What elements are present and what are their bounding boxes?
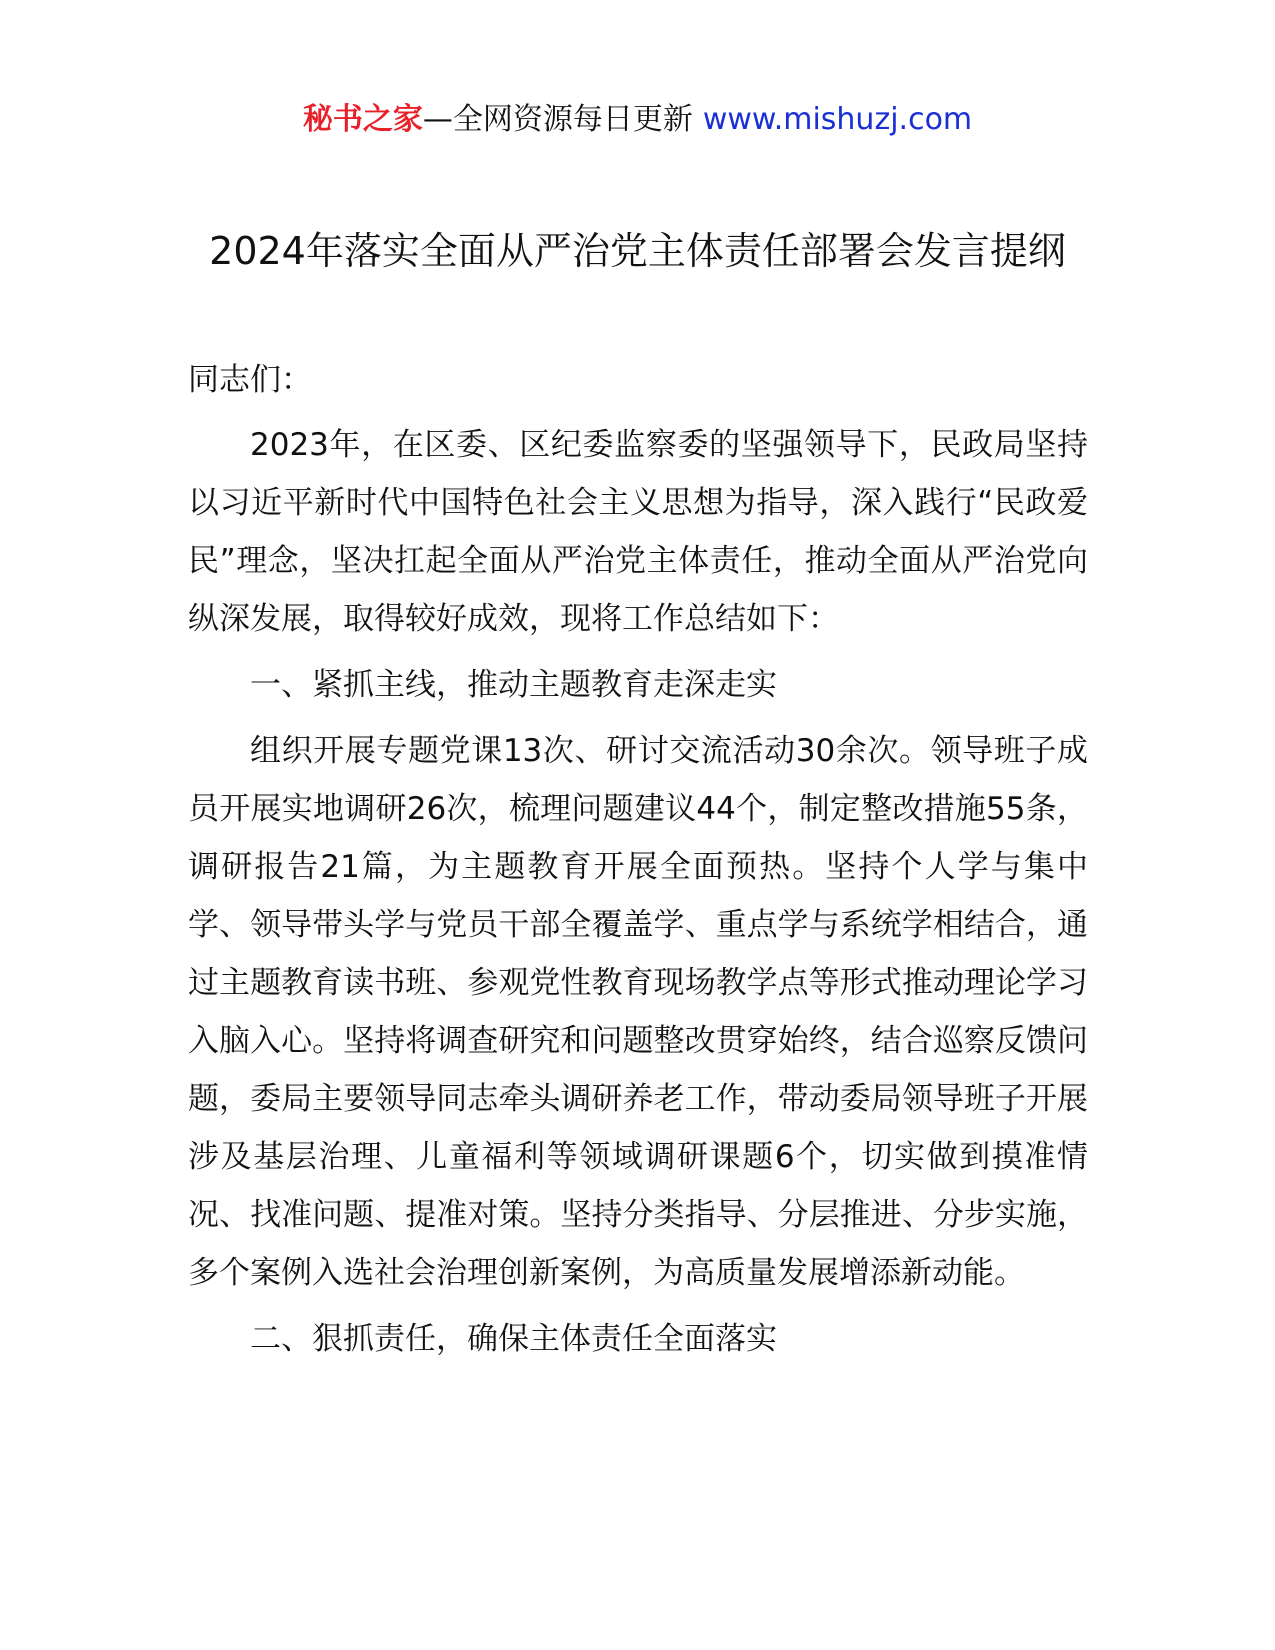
intro-paragraph: 2023年，在区委、区纪委监察委的坚强领导下，民政局坚持以习近平新时代中国特色社会主义思想为指导，深入践行“民政爱民”理念，坚决扛起全面从严治党主体责任，推动全面从严治党向纵深发展，取得较好成效，现将工作总结如下： [188, 427, 1088, 637]
site-url-link[interactable]: www.mishuzj.com [702, 102, 973, 137]
salutation: 同志们： [188, 362, 312, 398]
document-body [188, 358, 1088, 1376]
page-header [0, 100, 1275, 140]
section-1-heading: 一、紧抓主线，推动主题教育走深走实 [250, 667, 777, 703]
section-2-heading: 二、狠抓责任，确保主体责任全面落实 [250, 1321, 777, 1357]
section-1-paragraph: 组织开展专题党课13次、研讨交流活动30余次。领导班子成员开展实地调研26次，梳理问题建议44个，制定整改措施55条，调研报告21篇，为主题教育开展全面预热。坚持个人学与集中学、领导带头学与党员干部全覆盖学、重点学与系统学相结合，通过主题教育读书班、参观党性教育现场教学点等形式推动理论学习入脑入心。坚持将调查研究和问题整改贯穿始终，结合巡察反馈问题，委局主要领导同志牵头调研养老工作，带动委局领导班子开展涉及基层治理、儿童福利等领域调研课题6个，切实做到摸准情况、找准问题、提准对策。坚持分类指导、分层推进、分步实施，多个案例入选社会治理创新案例，为高质量发展增添新动能。 [188, 733, 1088, 1291]
document-title: 2024年落实全面从严治党主体责任部署会发言提纲 [209, 229, 1066, 273]
brand-name: 秘书之家 [302, 102, 423, 137]
header-tagline: —全网资源每日更新 [422, 102, 693, 137]
